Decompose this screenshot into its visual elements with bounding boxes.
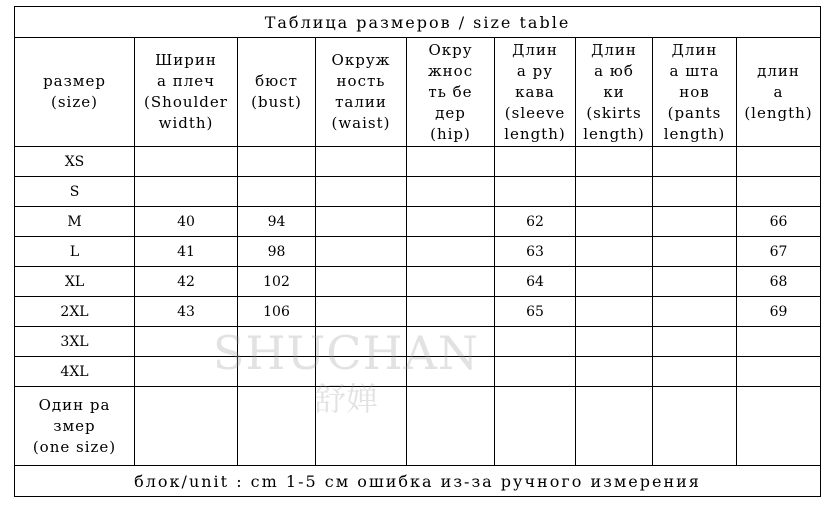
table-cell: [576, 177, 653, 207]
table-row: [15, 267, 821, 297]
column-header-line: Окруж: [331, 51, 391, 69]
column-header: [737, 38, 821, 147]
size-label-cell: 4XL: [15, 357, 135, 387]
table-cell: [737, 327, 821, 357]
table-cell: 66: [737, 207, 821, 237]
table-cell: [407, 327, 495, 357]
column-header-line: (Shoulder: [144, 93, 228, 111]
table-cell: [576, 237, 653, 267]
column-header: [576, 38, 653, 147]
table-row: [15, 207, 821, 237]
column-header-line: Длин: [591, 40, 637, 59]
table-cell: 69: [737, 297, 821, 327]
column-header-line: length): [583, 124, 645, 143]
size-label-cell: 3XL: [15, 327, 135, 357]
table-cell: [653, 357, 737, 387]
column-header-line: бюст: [255, 72, 298, 90]
column-header-line: (skirts: [586, 103, 642, 122]
size-table: [14, 6, 821, 497]
table-cell: 64: [495, 267, 576, 297]
column-header-line: (sleeve: [504, 103, 566, 122]
table-cell: 40: [135, 207, 238, 237]
column-header-line: (waist): [331, 114, 391, 132]
table-cell: [576, 207, 653, 237]
column-header-line: размер: [43, 72, 106, 90]
column-header-line: а юб: [594, 61, 634, 80]
column-header: [15, 38, 135, 147]
table-cell: [495, 177, 576, 207]
table-cell: 62: [495, 207, 576, 237]
table-cell: [407, 177, 495, 207]
table-cell: [238, 147, 316, 177]
column-header-line: (pants: [667, 103, 722, 122]
table-cell: [407, 267, 495, 297]
table-cell: 106: [238, 297, 316, 327]
table-cell: 102: [238, 267, 316, 297]
table-cell: [135, 327, 238, 357]
column-header-line: length): [663, 124, 726, 143]
table-cell: [576, 387, 653, 466]
column-header-line: а ру: [516, 61, 554, 80]
watermark-latin: SHUCHAN: [212, 326, 480, 380]
column-header-line: (bust): [251, 93, 302, 111]
table-cell: [737, 357, 821, 387]
table-cell: [653, 297, 737, 327]
table-row: [15, 387, 821, 466]
table-cell: [407, 207, 495, 237]
table-cell: [737, 177, 821, 207]
table-cell: [238, 177, 316, 207]
column-header-line: а шта: [669, 61, 720, 80]
column-header-line: Ширин: [155, 51, 217, 69]
table-cell: [316, 357, 407, 387]
size-label-line: Один ра: [38, 395, 111, 414]
column-header-line: width): [158, 114, 214, 132]
table-cell: [653, 267, 737, 297]
column-header: [316, 38, 407, 147]
column-header-line: талии: [335, 93, 387, 111]
table-cell: [737, 147, 821, 177]
size-label-cell: XS: [15, 147, 135, 177]
table-cell: [316, 237, 407, 267]
column-header-line: length): [504, 124, 566, 143]
table-cell: 63: [495, 237, 576, 267]
size-chart: [14, 6, 820, 496]
table-cell: [495, 387, 576, 466]
table-cell: [407, 357, 495, 387]
column-header-line: (length): [744, 103, 813, 122]
table-cell: 65: [495, 297, 576, 327]
header-row: [15, 38, 821, 147]
table-row: [15, 357, 821, 387]
table-cell: 68: [737, 267, 821, 297]
table-cell: [135, 357, 238, 387]
column-header: [238, 38, 316, 147]
table-cell: [653, 177, 737, 207]
table-row: [15, 237, 821, 267]
table-cell: 67: [737, 237, 821, 267]
table-cell: [238, 357, 316, 387]
column-header-line: нов: [679, 82, 710, 101]
table-cell: [316, 207, 407, 237]
table-cell: [135, 147, 238, 177]
size-label-cell: [15, 387, 135, 466]
table-cell: [495, 357, 576, 387]
table-cell: [238, 387, 316, 466]
column-header-line: (size): [51, 93, 98, 111]
table-cell: [316, 327, 407, 357]
table-cell: [407, 147, 495, 177]
column-header-line: ность: [336, 72, 386, 90]
size-label-cell: L: [15, 237, 135, 267]
size-label-cell: M: [15, 207, 135, 237]
table-cell: [576, 147, 653, 177]
table-cell: [576, 357, 653, 387]
column-header-line: (hip): [430, 124, 471, 143]
table-cell: [316, 147, 407, 177]
table-cell: [653, 207, 737, 237]
table-cell: 41: [135, 237, 238, 267]
footer-note: блок/unit : cm 1-5 см ошибка из-за ручного измерения: [15, 466, 821, 497]
column-header-line: Длин: [512, 40, 558, 59]
table-cell: [407, 387, 495, 466]
column-header-line: жнос: [427, 61, 474, 80]
table-cell: [653, 147, 737, 177]
column-header-line: ки: [603, 82, 625, 101]
column-header-line: а: [773, 82, 784, 101]
size-label-line: (one size): [32, 437, 117, 456]
table-cell: [576, 267, 653, 297]
table-cell: [653, 387, 737, 466]
watermark-cjk: 舒婵: [313, 380, 378, 418]
size-label-cell: XL: [15, 267, 135, 297]
table-cell: [495, 147, 576, 177]
table-cell: [653, 327, 737, 357]
column-header-line: дер: [435, 103, 466, 122]
table-cell: [135, 387, 238, 466]
table-cell: [316, 387, 407, 466]
table-cell: [407, 237, 495, 267]
column-header: [135, 38, 238, 147]
table-cell: [653, 237, 737, 267]
table-cell: 43: [135, 297, 238, 327]
table-row: [15, 177, 821, 207]
table-cell: [576, 327, 653, 357]
table-cell: [495, 327, 576, 357]
table-row: [15, 297, 821, 327]
size-label-line: змер: [53, 416, 96, 435]
table-cell: [316, 267, 407, 297]
table-cell: [316, 297, 407, 327]
footer-row: [15, 466, 821, 497]
column-header: [407, 38, 495, 147]
table-cell: 98: [238, 237, 316, 267]
table-row: [15, 327, 821, 357]
size-label-cell: S: [15, 177, 135, 207]
table-cell: 94: [238, 207, 316, 237]
column-header: [653, 38, 737, 147]
column-header-line: ть бе: [428, 82, 473, 101]
size-label-cell: 2XL: [15, 297, 135, 327]
column-header-line: Окру: [428, 40, 473, 59]
column-header-line: Длин: [671, 40, 718, 59]
table-cell: [238, 327, 316, 357]
table-cell: [737, 387, 821, 466]
table-cell: [135, 177, 238, 207]
column-header-line: кава: [515, 82, 555, 101]
column-header-line: а плеч: [156, 72, 216, 90]
table-row: [15, 147, 821, 177]
table-title: Таблица размеров / size table: [15, 7, 821, 38]
table-cell: 42: [135, 267, 238, 297]
column-header: [495, 38, 576, 147]
table-cell: [407, 297, 495, 327]
table-cell: [576, 297, 653, 327]
column-header-line: длин: [757, 61, 800, 80]
table-cell: [316, 177, 407, 207]
